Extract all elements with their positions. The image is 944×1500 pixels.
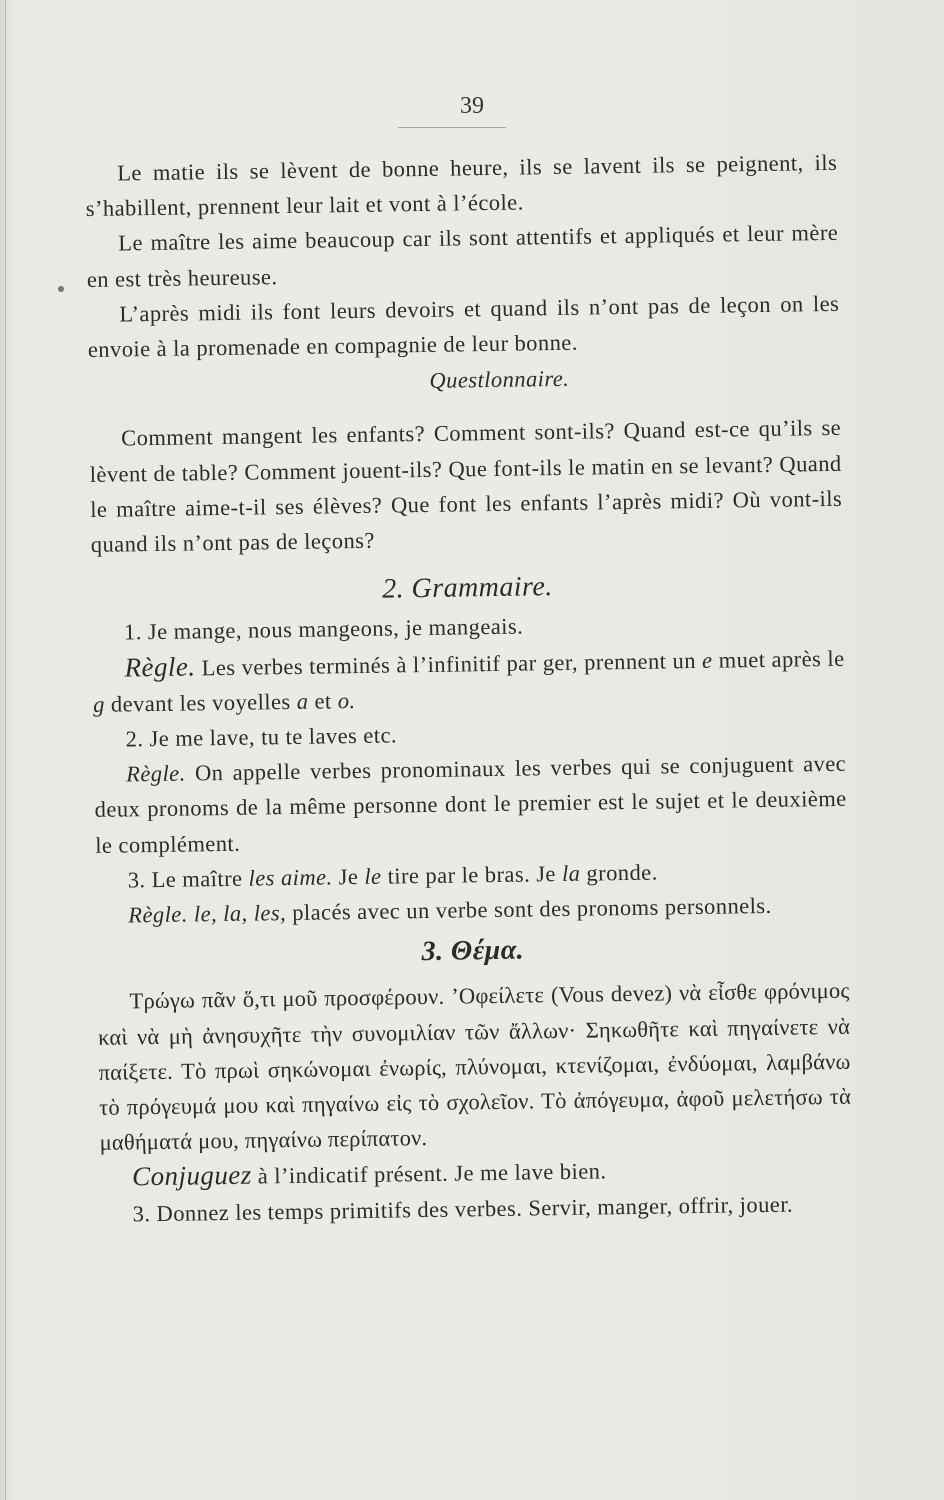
grammar-rule-1: Règle. Les verbes terminés à l’infinitif par ger, prennent un e muet après le g devant les voyelles a et o. <box>92 645 845 717</box>
final-exercise: 3. Donnez les temps primitifs des verbes. Servir, manger, offrir, jouer. <box>132 1191 794 1227</box>
reading-paragraph-2: Le maître les aime beaucoup car ils sont attentifs et appliqués et leur mère en est très heureuse. <box>86 220 839 292</box>
theme-title: 3. Θέμα. <box>421 934 525 968</box>
grammar-example-2: 2. Je me lave, tu te laves etc. <box>125 722 398 752</box>
reading-paragraph-3: L’après midi ils font leurs devoirs et quand ils n’ont pas de leçon on les envoie à la promenade en compagnie de leur bonne. <box>87 290 840 362</box>
rule-label: Règle. <box>124 651 196 683</box>
rule-label: Règle. <box>128 901 188 928</box>
grammar-title: 2. Grammaire. <box>381 571 553 605</box>
grammar-rule-2: Règle. On appelle verbes pronominaux les verbes qui se conjuguent avec deux pronoms de la même personne dont le premier est le sujet et le deuxième le complément. <box>94 751 847 858</box>
reading-paragraph-1: Le matie ils se lèvent de bonne heure, ils se lavent ils se peignent, ils s’habillent, prennent leur lait et vont à l’école. <box>85 149 838 222</box>
questionnaire-text: Comment mangent les enfants? Comment sont-ils? Quand est-ce qu’ils se lèvent de table? Comment jouent-ils? Que font-ils le matin en se levant? Quand le maître aime-t-il ses élèves? Que font les enfants l’après midi? Où vont-ils quand ils n’ont pas de leçons? <box>89 415 843 557</box>
grammar-example-3: 3. Le maître les aime. Je le tire par le bras. Je la gronde. <box>127 859 658 893</box>
grammar-rule-3: Règle. le, la, les, placés avec un verbe sont des pronoms personnels. <box>128 892 772 928</box>
header-rule <box>398 127 506 128</box>
page-edge <box>5 0 6 1500</box>
theme-text: Τρώγω πᾶν ὅ,τι μοῦ προσφέρουν. ’Οφείλετε (Vous devez) νὰ εἶσθε φρόνιμος καὶ νὰ μὴ ἀνησυχῆτε τὴν συνομιλίαν τῶν ἄλλων· Σηκωθῆτε καὶ πηγαίνετε νὰ παίξετε. Τὸ πρωὶ σηκώνομαι ἐνωρίς, πλύνομαι, κτενίζομαι, ἐνδύομαι, λαμβάνω τὸ πρόγευμά μου καὶ πηγαίνω εἰς τὸ σχολεῖον. Τὸ ἀπόγευμα, ἀφοῦ μελετήσω τὰ μαθήματά μου, πηγαίνω περίπατον. <box>97 978 852 1156</box>
questionnaire-title: Questlonnaire. <box>429 366 570 394</box>
page-body <box>85 145 853 1232</box>
rule-label: Règle. <box>125 760 186 787</box>
page-number: 39 <box>460 93 484 119</box>
conjugation-exercise: Conjuguez à l’indicatif présent. Je me lave bien. <box>131 1158 607 1192</box>
grammar-example-1: 1. Je mange, nous mangeons, je mangeais. <box>123 613 524 645</box>
margin-mark <box>58 286 64 292</box>
conjuguez-label: Conjuguez <box>131 1160 252 1192</box>
